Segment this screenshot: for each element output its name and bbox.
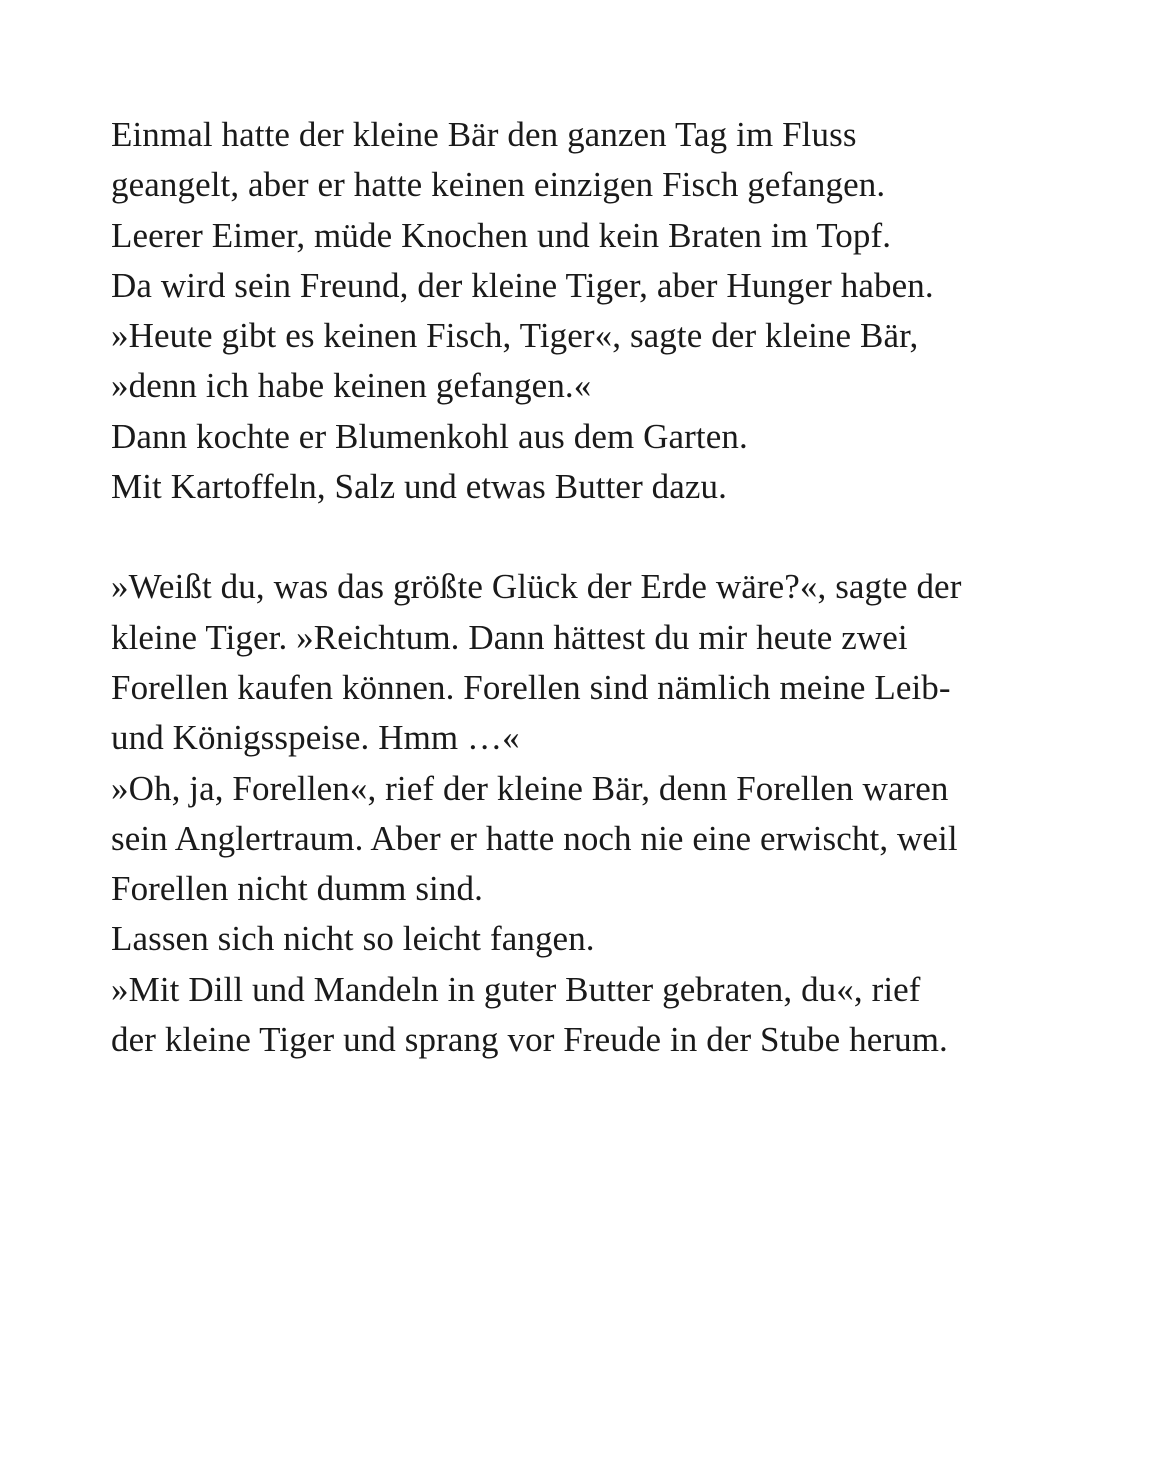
- text-line: Mit Kartoffeln, Salz und etwas Butter dazu.: [111, 467, 727, 507]
- text-line: »denn ich habe keinen gefangen.«: [111, 366, 592, 406]
- text-line: Lassen sich nicht so leicht fangen.: [111, 919, 595, 959]
- paragraph-2: [111, 562, 1071, 1065]
- text-line: sein Anglertraum. Aber er hatte noch nie eine erwischt, weil: [111, 818, 958, 858]
- text-line: der kleine Tiger und sprang vor Freude in der Stube herum.: [111, 1020, 948, 1060]
- text-line: Leerer Eimer, müde Knochen und kein Braten im Topf.: [111, 215, 892, 255]
- text-line: »Oh, ja, Forellen«, rief der kleine Bär, denn Forellen waren: [111, 768, 949, 808]
- story-text: [111, 110, 1071, 1065]
- text-line: und Königsspeise. Hmm …«: [111, 718, 520, 758]
- text-line: kleine Tiger. »Reichtum. Dann hättest du mir heute zwei: [111, 617, 908, 657]
- text-line: »Weißt du, was das größte Glück der Erde wäre?«, sagte der: [111, 567, 962, 607]
- text-line: Forellen nicht dumm sind.: [111, 869, 483, 909]
- text-line: Einmal hatte der kleine Bär den ganzen Tag im Fluss: [111, 115, 857, 154]
- text-line: »Mit Dill und Mandeln in guter Butter gebraten, du«, rief: [111, 969, 921, 1009]
- text-line: Dann kochte er Blumenkohl aus dem Garten.: [111, 416, 748, 456]
- text-line: »Heute gibt es keinen Fisch, Tiger«, sagte der kleine Bär,: [111, 316, 919, 356]
- text-line: geangelt, aber er hatte keinen einzigen Fisch gefangen.: [111, 165, 886, 205]
- text-line: Forellen kaufen können. Forellen sind nämlich meine Leib-: [111, 667, 951, 707]
- paragraph-1: [111, 110, 1071, 512]
- text-line: Da wird sein Freund, der kleine Tiger, aber Hunger haben.: [111, 265, 934, 305]
